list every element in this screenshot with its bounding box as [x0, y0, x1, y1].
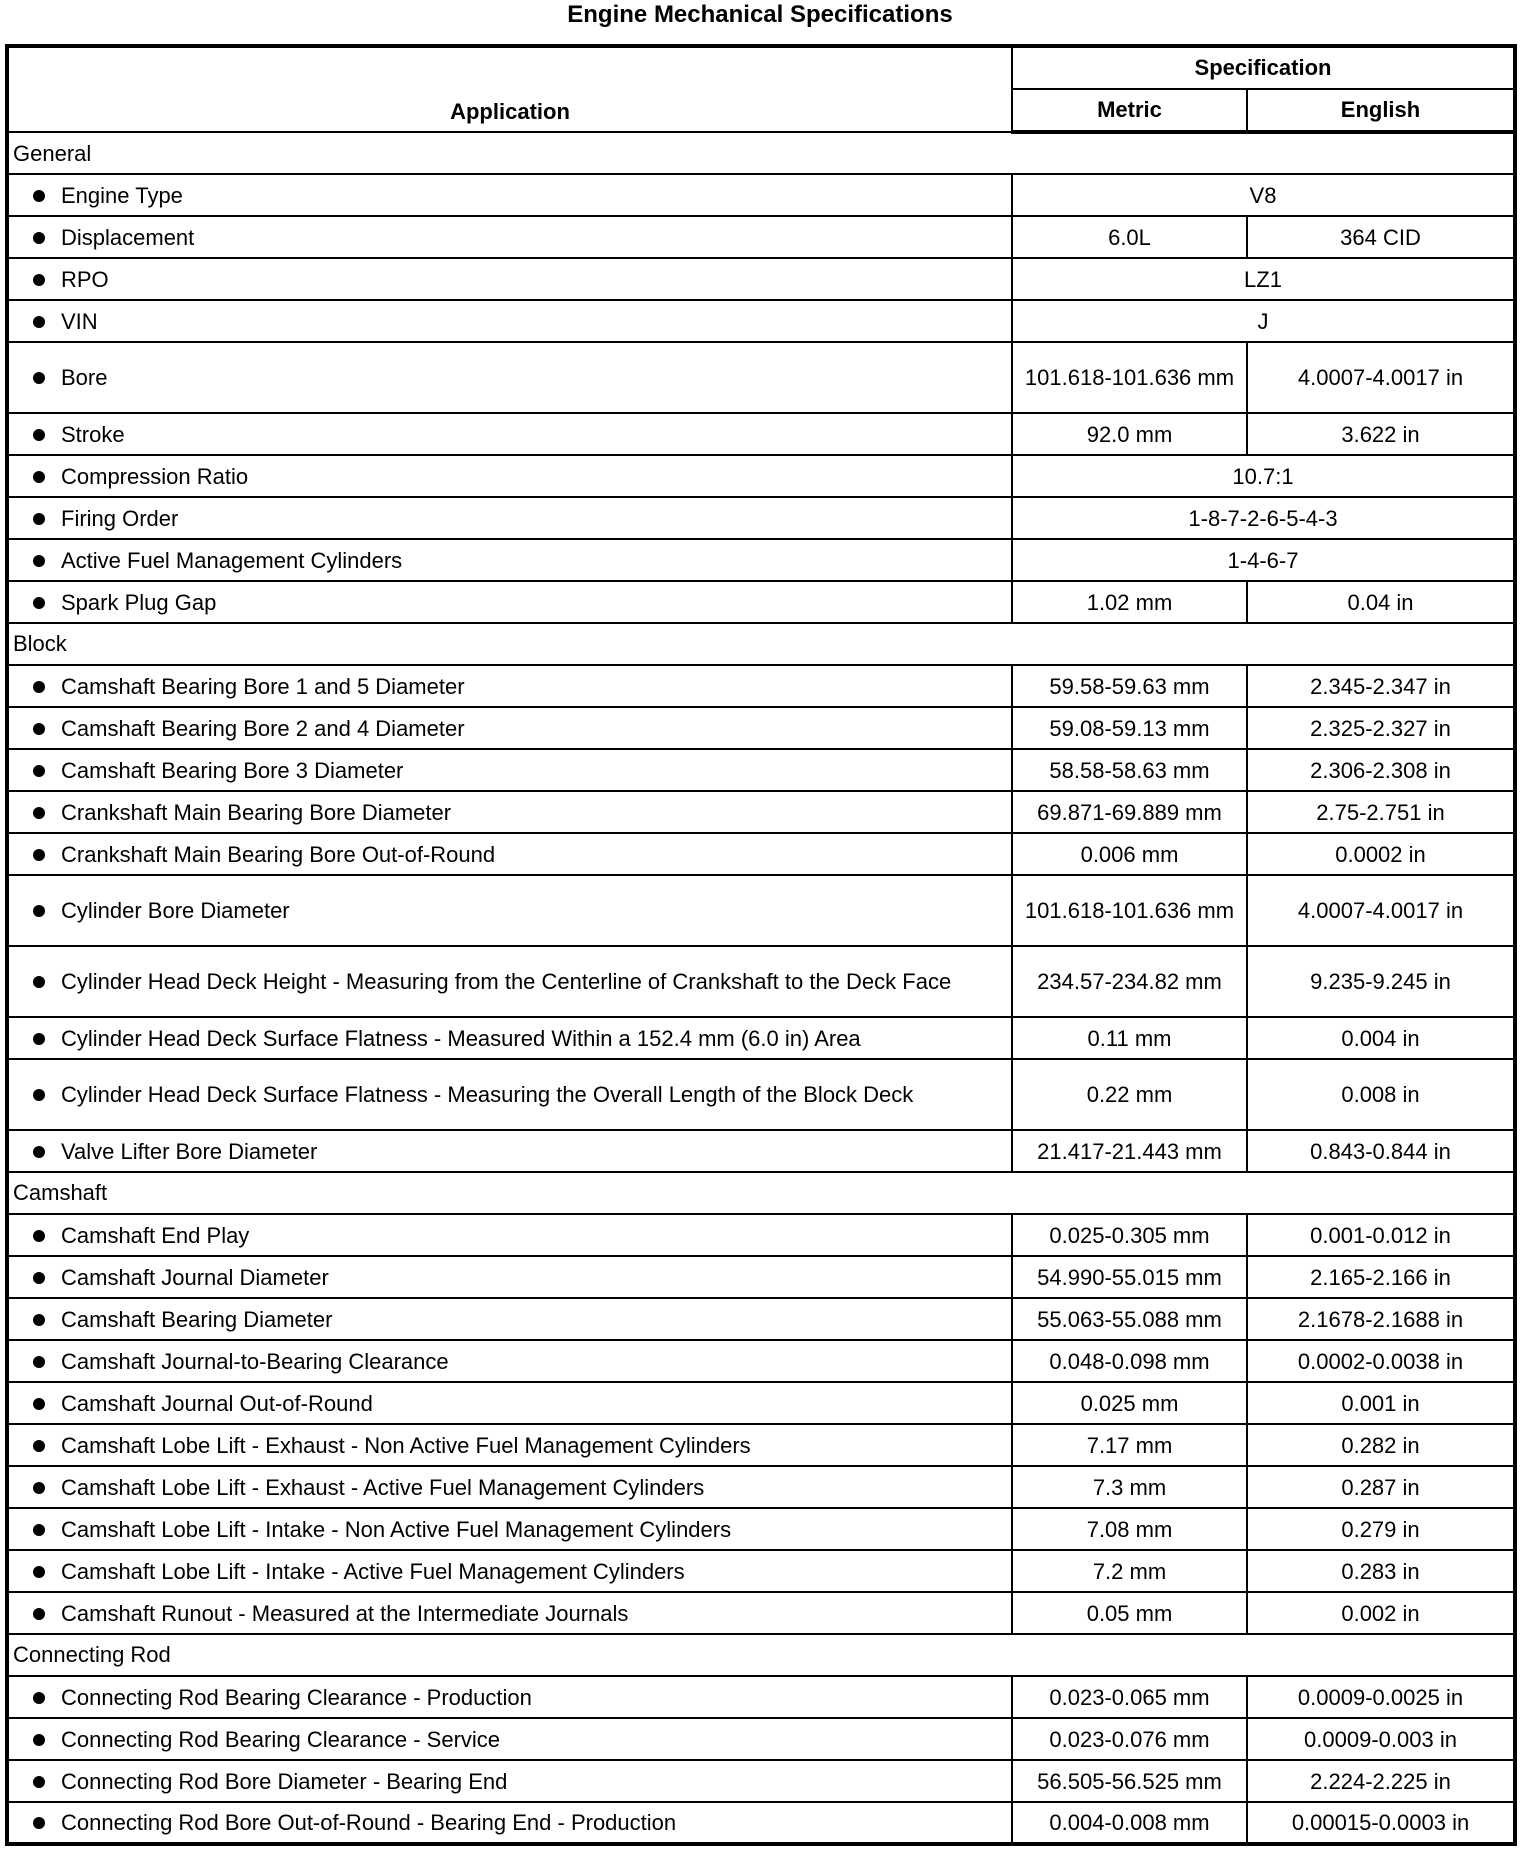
application-cell [7, 1298, 1012, 1340]
bullet-icon [33, 190, 45, 202]
bullet-icon [33, 1608, 45, 1620]
section-header-row [7, 1172, 1515, 1214]
bullet-icon [33, 1817, 45, 1829]
metric-value: 0.11 mm [1012, 1017, 1247, 1059]
application-label: Camshaft Bearing Diameter [61, 1306, 333, 1332]
bullet-icon [33, 681, 45, 693]
bullet-icon [33, 232, 45, 244]
application-label: Active Fuel Management Cylinders [61, 547, 403, 573]
english-value: 2.1678-2.1688 in [1247, 1298, 1515, 1340]
table-row [7, 791, 1515, 833]
bullet-icon [33, 1692, 45, 1704]
bullet-icon [33, 1524, 45, 1536]
english-value: 3.622 in [1247, 413, 1515, 455]
application-label: Cylinder Head Deck Surface Flatness - Measuring the Overall Length of the Block Deck [61, 1082, 914, 1107]
bullet-icon [33, 274, 45, 286]
application-label: Connecting Rod Bearing Clearance - Service [61, 1726, 501, 1752]
metric-value: 21.417-21.443 mm [1012, 1130, 1247, 1172]
metric-value: 0.006 mm [1012, 833, 1247, 875]
table-row [7, 946, 1515, 1017]
section-title: Connecting Rod [7, 1634, 1515, 1676]
spec-value: 1-4-6-7 [1012, 539, 1515, 581]
application-label: RPO [61, 266, 109, 292]
english-value: 364 CID [1247, 216, 1515, 258]
english-value: 2.345-2.347 in [1247, 665, 1515, 707]
application-cell [7, 1466, 1012, 1508]
table-row [7, 749, 1515, 791]
english-value: 4.0007-4.0017 in [1247, 342, 1515, 413]
application-cell [7, 1676, 1012, 1718]
column-header-specification: Specification [1012, 46, 1515, 89]
application-label: Camshaft Bearing Bore 2 and 4 Diameter [61, 715, 465, 741]
section-title: Camshaft [7, 1172, 1515, 1214]
application-cell [7, 581, 1012, 623]
section-header-row [7, 623, 1515, 665]
metric-value: 0.004-0.008 mm [1012, 1802, 1247, 1844]
bullet-icon [33, 807, 45, 819]
application-cell [7, 1802, 1012, 1844]
english-value: 0.0009-0.003 in [1247, 1718, 1515, 1760]
spec-value: 10.7:1 [1012, 455, 1515, 497]
english-value: 0.002 in [1247, 1592, 1515, 1634]
table-row [7, 1802, 1515, 1844]
metric-value: 59.58-59.63 mm [1012, 665, 1247, 707]
table-row [7, 413, 1515, 455]
bullet-icon [33, 976, 45, 988]
application-cell [7, 1256, 1012, 1298]
metric-value: 55.063-55.088 mm [1012, 1298, 1247, 1340]
application-cell [7, 1059, 1012, 1130]
bullet-icon [33, 316, 45, 328]
english-value: 2.325-2.327 in [1247, 707, 1515, 749]
application-cell [7, 791, 1012, 833]
application-label: Cylinder Bore Diameter [61, 898, 290, 923]
table-row [7, 707, 1515, 749]
table-row [7, 1508, 1515, 1550]
english-value: 9.235-9.245 in [1247, 946, 1515, 1017]
bullet-icon [33, 597, 45, 609]
bullet-icon [33, 1230, 45, 1242]
metric-value: 7.3 mm [1012, 1466, 1247, 1508]
application-label: Connecting Rod Bearing Clearance - Production [61, 1684, 532, 1710]
application-cell [7, 1760, 1012, 1802]
application-cell [7, 1550, 1012, 1592]
application-label: Camshaft End Play [61, 1222, 250, 1248]
english-value: 0.283 in [1247, 1550, 1515, 1592]
table-row [7, 1424, 1515, 1466]
application-cell [7, 1718, 1012, 1760]
page-title: Engine Mechanical Specifications [567, 1, 953, 28]
table-row [7, 1550, 1515, 1592]
application-label: Crankshaft Main Bearing Bore Diameter [61, 799, 452, 825]
bullet-icon [33, 1272, 45, 1284]
english-value: 0.04 in [1247, 581, 1515, 623]
metric-value: 0.048-0.098 mm [1012, 1340, 1247, 1382]
metric-value: 0.025 mm [1012, 1382, 1247, 1424]
application-label: Engine Type [61, 182, 183, 208]
metric-value: 7.08 mm [1012, 1508, 1247, 1550]
bullet-icon [33, 1314, 45, 1326]
table-row [7, 216, 1515, 258]
application-cell [7, 455, 1012, 497]
table-row [7, 1760, 1515, 1802]
spec-value: LZ1 [1012, 258, 1515, 300]
application-cell [7, 1508, 1012, 1550]
metric-value: 101.618-101.636 mm [1012, 342, 1247, 413]
metric-value: 92.0 mm [1012, 413, 1247, 455]
metric-value: 7.17 mm [1012, 1424, 1247, 1466]
application-label: Firing Order [61, 505, 179, 531]
metric-value: 0.05 mm [1012, 1592, 1247, 1634]
application-label: Displacement [61, 224, 195, 250]
table-row [7, 342, 1515, 413]
application-cell [7, 413, 1012, 455]
table-row [7, 581, 1515, 623]
application-cell [7, 833, 1012, 875]
bullet-icon [33, 849, 45, 861]
bullet-icon [33, 513, 45, 525]
application-cell [7, 875, 1012, 946]
application-label: VIN [61, 308, 98, 334]
bullet-icon [33, 1356, 45, 1368]
bullet-icon [33, 765, 45, 777]
metric-value: 1.02 mm [1012, 581, 1247, 623]
table-row [7, 174, 1515, 216]
english-value: 0.0009-0.0025 in [1247, 1676, 1515, 1718]
bullet-icon [33, 429, 45, 441]
metric-value: 0.025-0.305 mm [1012, 1214, 1247, 1256]
table-row [7, 1340, 1515, 1382]
application-label: Camshaft Journal-to-Bearing Clearance [61, 1348, 449, 1374]
application-label: Compression Ratio [61, 463, 249, 489]
application-label: Camshaft Lobe Lift - Intake - Non Active Fuel Management Cylinders [61, 1516, 732, 1542]
application-label: Cylinder Head Deck Surface Flatness - Measured Within a 152.4 mm (6.0 in) Area [61, 1025, 861, 1051]
english-value: 2.165-2.166 in [1247, 1256, 1515, 1298]
application-label: Camshaft Lobe Lift - Exhaust - Non Active Fuel Management Cylinders [61, 1432, 751, 1458]
application-cell [7, 1340, 1012, 1382]
table-row [7, 1017, 1515, 1059]
application-label: Camshaft Bearing Bore 3 Diameter [61, 757, 404, 783]
english-value: 0.843-0.844 in [1247, 1130, 1515, 1172]
metric-value: 101.618-101.636 mm [1012, 875, 1247, 946]
table-row [7, 1718, 1515, 1760]
bullet-icon [33, 1734, 45, 1746]
bullet-icon [33, 1440, 45, 1452]
application-cell [7, 342, 1012, 413]
application-cell [7, 300, 1012, 342]
application-cell [7, 665, 1012, 707]
application-label: Crankshaft Main Bearing Bore Out-of-Round [61, 841, 496, 867]
table-row [7, 665, 1515, 707]
metric-value: 59.08-59.13 mm [1012, 707, 1247, 749]
application-cell [7, 497, 1012, 539]
metric-value: 56.505-56.525 mm [1012, 1760, 1247, 1802]
table-row [7, 1466, 1515, 1508]
application-label: Camshaft Journal Out-of-Round [61, 1390, 373, 1416]
table-row [7, 875, 1515, 946]
application-label: Spark Plug Gap [61, 589, 217, 615]
application-label: Valve Lifter Bore Diameter [61, 1138, 318, 1164]
english-value: 0.0002-0.0038 in [1247, 1340, 1515, 1382]
application-cell [7, 1214, 1012, 1256]
application-label: Camshaft Runout - Measured at the Intermediate Journals [61, 1600, 629, 1626]
metric-value: 0.22 mm [1012, 1059, 1247, 1130]
metric-value: 7.2 mm [1012, 1550, 1247, 1592]
english-value: 2.224-2.225 in [1247, 1760, 1515, 1802]
english-value: 4.0007-4.0017 in [1247, 875, 1515, 946]
application-label: Camshaft Journal Diameter [61, 1264, 329, 1290]
table-row [7, 300, 1515, 342]
english-value: 0.001 in [1247, 1382, 1515, 1424]
section-title: General [7, 132, 1515, 174]
table-row [7, 1592, 1515, 1634]
bullet-icon [33, 905, 45, 917]
application-cell [7, 1017, 1012, 1059]
section-header-row [7, 132, 1515, 174]
metric-value: 69.871-69.889 mm [1012, 791, 1247, 833]
metric-value: 6.0L [1012, 216, 1247, 258]
bullet-icon [33, 1089, 45, 1101]
bullet-icon [33, 471, 45, 483]
english-value: 0.001-0.012 in [1247, 1214, 1515, 1256]
application-cell [7, 707, 1012, 749]
bullet-icon [33, 372, 45, 384]
english-value: 2.75-2.751 in [1247, 791, 1515, 833]
column-header-application: Application [7, 46, 1012, 132]
table-row [7, 1298, 1515, 1340]
spec-value: V8 [1012, 174, 1515, 216]
bullet-icon [33, 1146, 45, 1158]
table-row [7, 1382, 1515, 1424]
application-label: Camshaft Lobe Lift - Exhaust - Active Fuel Management Cylinders [61, 1474, 705, 1500]
english-value: 0.279 in [1247, 1508, 1515, 1550]
application-label: Bore [61, 365, 108, 390]
table-row [7, 258, 1515, 300]
bullet-icon [33, 1482, 45, 1494]
metric-value: 0.023-0.065 mm [1012, 1676, 1247, 1718]
application-cell [7, 1130, 1012, 1172]
english-value: 0.282 in [1247, 1424, 1515, 1466]
table-row [7, 833, 1515, 875]
application-cell [7, 539, 1012, 581]
column-header-english: English [1247, 89, 1515, 132]
english-value: 0.287 in [1247, 1466, 1515, 1508]
table-row [7, 1059, 1515, 1130]
bullet-icon [33, 1566, 45, 1578]
bullet-icon [33, 723, 45, 735]
bullet-icon [33, 1033, 45, 1045]
application-label: Connecting Rod Bore Diameter - Bearing End [61, 1768, 508, 1794]
english-value: 0.0002 in [1247, 833, 1515, 875]
column-header-metric: Metric [1012, 89, 1247, 132]
application-cell [7, 749, 1012, 791]
spec-value: 1-8-7-2-6-5-4-3 [1012, 497, 1515, 539]
table-body [7, 132, 1515, 1844]
metric-value: 234.57-234.82 mm [1012, 946, 1247, 1017]
table-row [7, 539, 1515, 581]
table-row [7, 497, 1515, 539]
section-header-row [7, 1634, 1515, 1676]
application-label: Stroke [61, 421, 125, 447]
specifications-table [5, 44, 1517, 1846]
bullet-icon [33, 1776, 45, 1788]
application-label: Connecting Rod Bore Out-of-Round - Bearing End - Production [61, 1810, 677, 1835]
table-row [7, 1676, 1515, 1718]
application-cell [7, 1424, 1012, 1466]
table-row [7, 1214, 1515, 1256]
application-cell [7, 174, 1012, 216]
application-label: Camshaft Lobe Lift - Intake - Active Fuel Management Cylinders [61, 1558, 685, 1584]
application-label: Cylinder Head Deck Height - Measuring from the Centerline of Crankshaft to the Deck Face [61, 969, 952, 994]
bullet-icon [33, 1398, 45, 1410]
english-value: 2.306-2.308 in [1247, 749, 1515, 791]
spec-value: J [1012, 300, 1515, 342]
table-row [7, 1256, 1515, 1298]
metric-value: 54.990-55.015 mm [1012, 1256, 1247, 1298]
metric-value: 0.023-0.076 mm [1012, 1718, 1247, 1760]
bullet-icon [33, 555, 45, 567]
application-cell [7, 1382, 1012, 1424]
metric-value: 58.58-58.63 mm [1012, 749, 1247, 791]
application-label: Camshaft Bearing Bore 1 and 5 Diameter [61, 673, 465, 699]
english-value: 0.004 in [1247, 1017, 1515, 1059]
table-row [7, 1130, 1515, 1172]
section-title: Block [7, 623, 1515, 665]
table-row [7, 455, 1515, 497]
application-cell [7, 946, 1012, 1017]
english-value: 0.00015-0.0003 in [1247, 1802, 1515, 1844]
application-cell [7, 216, 1012, 258]
english-value: 0.008 in [1247, 1059, 1515, 1130]
application-cell [7, 1592, 1012, 1634]
application-cell [7, 258, 1012, 300]
